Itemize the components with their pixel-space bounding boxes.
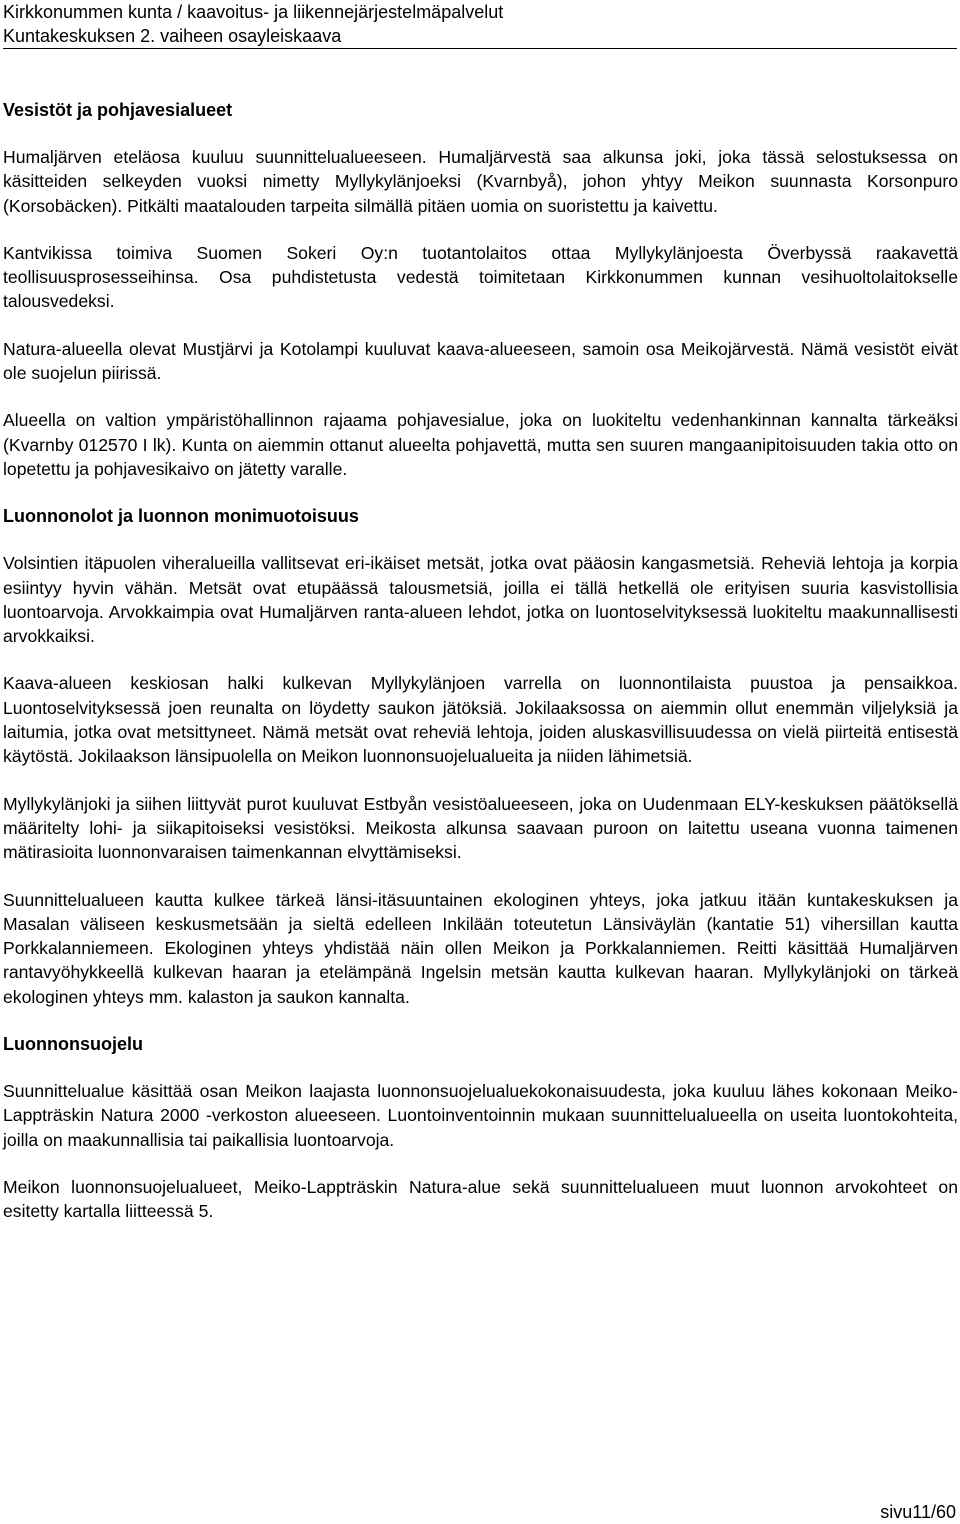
- paragraph: Alueella on valtion ympäristöhallinnon rajaama pohjavesialue, joka on luokiteltu vedenhankinnan kannalta tärkeäksi (Kvarnby 012570 I lk). Kunta on aiemmin ottanut alueelta pohjavettä, mutta sen suuren mangaanipitoisuuden takia otto on lopetettu ja pohjavesikaivo on jätetty varalle.: [3, 410, 958, 479]
- page-number: sivu11/60: [880, 1502, 956, 1522]
- paragraph: Meikon luonnonsuojelualueet, Meiko-Lappträskin Natura-alue sekä suunnittelualueen muut luonnon arvokohteet on esitetty kartalla liitteessä 5.: [3, 1176, 958, 1222]
- section-heading-luonnonolot: Luonnonolot ja luonnon monimuotoisuus: [3, 506, 359, 527]
- paragraph: Kantvikissa toimiva Suomen Sokeri Oy:n tuotantolaitos ottaa Myllykylänjoesta Överbyssä raakavettä teollisuusprosesseihinsa. Osa puhdistetusta vedestä toimitetaan Kirkkonummen kunnan vesihuoltolaitokselle talousvedeksi.: [3, 242, 958, 312]
- section-heading-luonnonsuojelu: Luonnonsuojelu: [3, 1034, 143, 1055]
- page-header: [3, 0, 957, 49]
- paragraph: Myllykylänjoki ja siihen liittyvät purot kuuluvat Estbyån vesistöalueeseen, joka on Uudenmaan ELY-keskuksen päätöksellä määritelty lohi- ja siikapitoiseksi vesistöksi. Meikosta alkunsa saavaan puroon on laitettu useana vuonna taimenen mätirasioita luonnonvaraisen taimenkannan elvyttämiseksi.: [3, 793, 958, 863]
- section-heading-vesistot: Vesistöt ja pohjavesialueet: [3, 100, 233, 120]
- paragraph: Suunnittelualue käsittää osan Meikon laajasta luonnonsuojelualuekokonaisuudesta, joka kuuluu lähes kokonaan Meiko-Lappträskin Natura 2000 -verkoston alueeseen. Luontoinventoinnin mukaan suunnittelualueella on useita luontokohteita, joilla on maakunnallisia tai paikallisia luontoarvoja.: [3, 1081, 958, 1150]
- paragraph: Volsintien itäpuolen viheralueilla vallitsevat eri-ikäiset metsät, jotka ovat pääosin kangasmetsiä. Reheviä lehtoja ja korpia esiintyy hyvin vähän. Metsät ovat etupäässä talousmetsiä, joilla ei tällä hetkellä ole erityisen suuria kasvistollisia luontoarvoja. Arvokkaimpia ovat Humaljärven ranta-alueen lehdot, jotka on luontoselvityksessä luokiteltu maakunnallisesti arvokkaiksi.: [3, 553, 958, 647]
- paragraph: Humaljärven eteläosa kuuluu suunnittelualueeseen. Humaljärvestä saa alkunsa joki, joka tässä selostuksessa on käsitteiden selkeyden vuoksi nimetty Myllykylänjoeksi (Kvarnbyå), johon yhtyy Meikon suunnasta Korsonpuro (Korsobäcken). Pitkälti maatalouden tarpeita silmällä pitäen uomia on suoristettu ja kaivettu.: [3, 147, 958, 216]
- document-body: [3, 98, 958, 1247]
- header-organization: Kirkkonummen kunta / kaavoitus- ja liikennejärjestelmäpalvelut: [3, 2, 504, 22]
- paragraph: Kaava-alueen keskiosan halki kulkevan Myllykylänjoen varrella on luonnontilaista puustoa ja pensaikkoa. Luontoselvityksessä joen reunalta on löydetty saukon jätöksiä. Jokilaaksossa on aiemmin ollut enemmän viljelyksiä ja laitumia, jotka ovat metsittyneet. Nämä metsät ovat reheviä lehtoja, joiden aluskasvillisuudessa on vielä piirteitä entisestä käytöstä. Jokilaakson länsipuolella on Meikon luonnonsuojelualueita ja niiden lähimetsiä.: [3, 673, 958, 767]
- paragraph: Suunnittelualueen kautta kulkee tärkeä länsi-itäsuuntainen ekologinen yhteys, joka jatkuu itään kuntakeskuksen ja Masalan väliseen keskusmetsään ja sieltä edelleen Inkilään toteutetun Länsiväylän (kantatie 51) vihersillan kautta Porkkalanniemeen. Ekologinen yhteys yhdistää näin ollen Meikon ja Porkkalanniemen. Reitti käsittää Humaljärven rantavyöhykkeellä kulkevan haaran ja etelämpänä Ingelsin metsän kautta kulkevan haaran. Myllykylänjoki on tärkeä ekologinen yhteys mm. kalaston ja saukon kannalta.: [3, 889, 958, 1007]
- paragraph: Natura-alueella olevat Mustjärvi ja Kotolampi kuuluvat kaava-alueeseen, samoin osa Meikojärvestä. Nämä vesistöt eivät ole suojelun piirissä.: [3, 338, 958, 384]
- header-document-title: Kuntakeskuksen 2. vaiheen osayleiskaava: [3, 26, 342, 46]
